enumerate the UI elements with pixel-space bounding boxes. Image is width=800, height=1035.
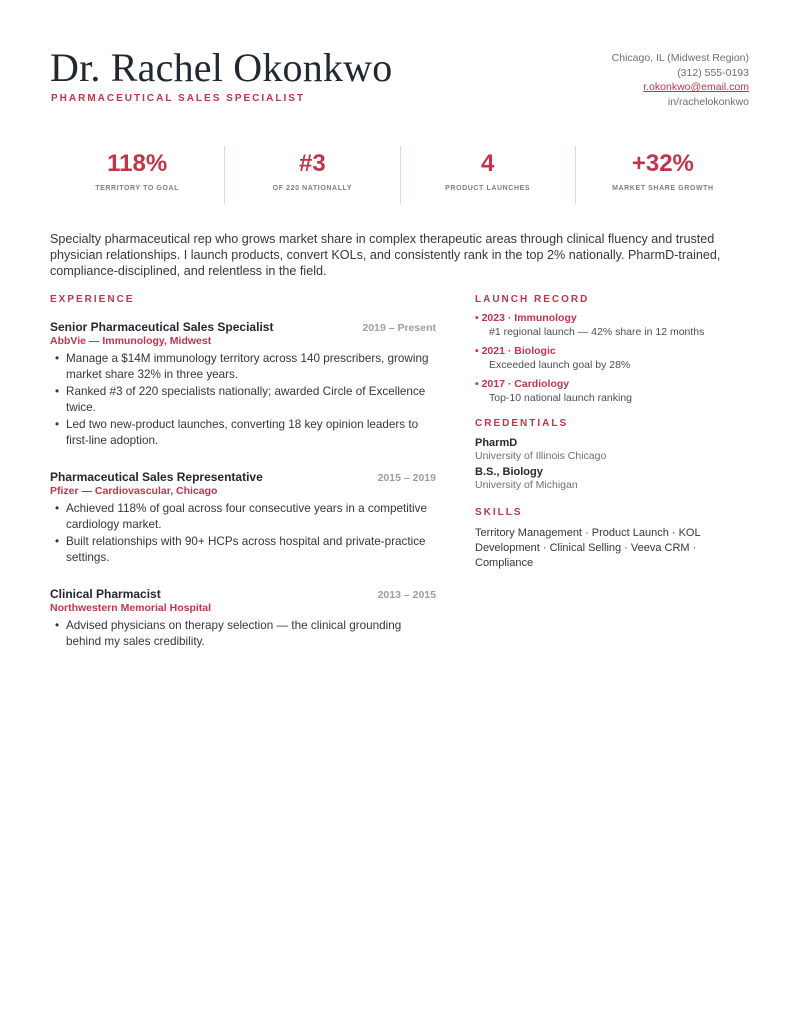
- job-role: Senior Pharmaceutical Sales Specialist: [50, 320, 274, 334]
- job-bullet: • Advised physicians on therapy selection — the clinical grounding behind my sales credibility.: [50, 618, 436, 649]
- metric-value: +32%: [631, 150, 694, 177]
- launch-title: • 2023 · Immunology: [475, 312, 755, 324]
- metric-label: MARKET SHARE GROWTH: [612, 185, 714, 192]
- metric-value: #3: [299, 150, 326, 177]
- credentials-heading: CREDENTIALS: [475, 418, 569, 429]
- job-company: Northwestern Memorial Hospital: [50, 602, 212, 614]
- skills-heading: SKILLS: [475, 507, 523, 518]
- candidate-name: Dr. Rachel Okonkwo: [50, 45, 393, 90]
- job-dates: 2019 – Present: [362, 322, 436, 334]
- credential-school: University of Illinois Chicago: [475, 450, 607, 462]
- skills-list: Territory Management · Product Launch · KOL Development · Clinical Selling · Veeva CRM · Compliance: [475, 527, 701, 569]
- metric-value: 4: [480, 150, 495, 177]
- job-dates: 2013 – 2015: [377, 589, 436, 601]
- metric-label: TERRITORY TO GOAL: [95, 185, 180, 192]
- contact-phone: (312) 555-0193: [677, 66, 749, 79]
- job-role: Clinical Pharmacist: [50, 587, 161, 601]
- job-entry: [50, 587, 436, 649]
- launch-record-list: [475, 312, 755, 404]
- summary-paragraph: Specialty pharmaceutical rep who grows market share in complex therapeutic areas through clinical fluency and trusted physician relationships. I launch products, convert KOLs, and consistently rank in the top 2% nationally. PharmD-trained, compliance-disciplined, and relentless in the field.: [50, 232, 721, 279]
- metric-value: 118%: [107, 150, 168, 177]
- contact-linkedin: in/rachelokonkwo: [667, 95, 749, 108]
- job-bullet: • Manage a $14M immunology territory across 140 prescribers, growing market share 32% in three years.: [50, 351, 436, 382]
- launch-desc: #1 regional launch — 42% share in 12 months: [489, 326, 705, 338]
- job-company: AbbVie — Immunology, Midwest: [50, 335, 212, 347]
- job-bullet: • Ranked #3 of 220 specialists nationally; awarded Circle of Excellence twice.: [50, 384, 436, 415]
- metric-label: PRODUCT LAUNCHES: [445, 185, 531, 192]
- launch-item: [475, 312, 755, 338]
- launch-record-heading: LAUNCH RECORD: [475, 294, 590, 305]
- job-bullets: [50, 351, 436, 448]
- contact-email-link[interactable]: r.okonkwo@email.com: [643, 81, 749, 93]
- job-dates: 2015 – 2019: [377, 472, 436, 484]
- contact-block: [612, 51, 749, 109]
- metric-launches: [400, 146, 575, 204]
- launch-desc: Exceeded launch goal by 28%: [489, 359, 631, 371]
- credential-item: [475, 437, 755, 462]
- job-entry: [50, 320, 436, 448]
- job-bullet: • Achieved 118% of goal across four consecutive years in a competitive cardiology market.: [50, 501, 436, 532]
- metric-market-share: [575, 146, 750, 204]
- metric-territory: [50, 146, 224, 204]
- credential-item: [475, 466, 755, 491]
- job-bullets: [50, 618, 436, 649]
- launch-item: [475, 378, 755, 404]
- metric-rank: [224, 146, 399, 204]
- experience-section: [50, 294, 436, 651]
- job-role: Pharmaceutical Sales Representative: [50, 470, 263, 484]
- contact-location: Chicago, IL (Midwest Region): [611, 52, 749, 64]
- launch-title: • 2021 · Biologic: [475, 345, 755, 357]
- job-company: Pfizer — Cardiovascular, Chicago: [50, 485, 218, 497]
- launch-title: • 2017 · Cardiology: [475, 378, 755, 390]
- candidate-title: PHARMACEUTICAL SALES SPECIALIST: [51, 93, 306, 104]
- credential-degree: PharmD: [475, 437, 518, 449]
- job-bullets: [50, 501, 436, 565]
- credential-degree: B.S., Biology: [475, 466, 543, 478]
- launch-item: [475, 345, 755, 371]
- metric-label: OF 220 NATIONALLY: [272, 185, 353, 192]
- launch-desc: Top-10 national launch ranking: [489, 392, 633, 404]
- job-entry: [50, 470, 436, 565]
- job-bullet: • Built relationships with 90+ HCPs across hospital and private-practice settings.: [50, 534, 436, 565]
- sidebar-column: [475, 294, 755, 571]
- metrics-row: [50, 146, 750, 204]
- job-bullet: • Led two new-product launches, converting 18 key opinion leaders to first-line adoption.: [50, 417, 436, 448]
- experience-heading: EXPERIENCE: [50, 294, 135, 305]
- credential-school: University of Michigan: [475, 479, 578, 491]
